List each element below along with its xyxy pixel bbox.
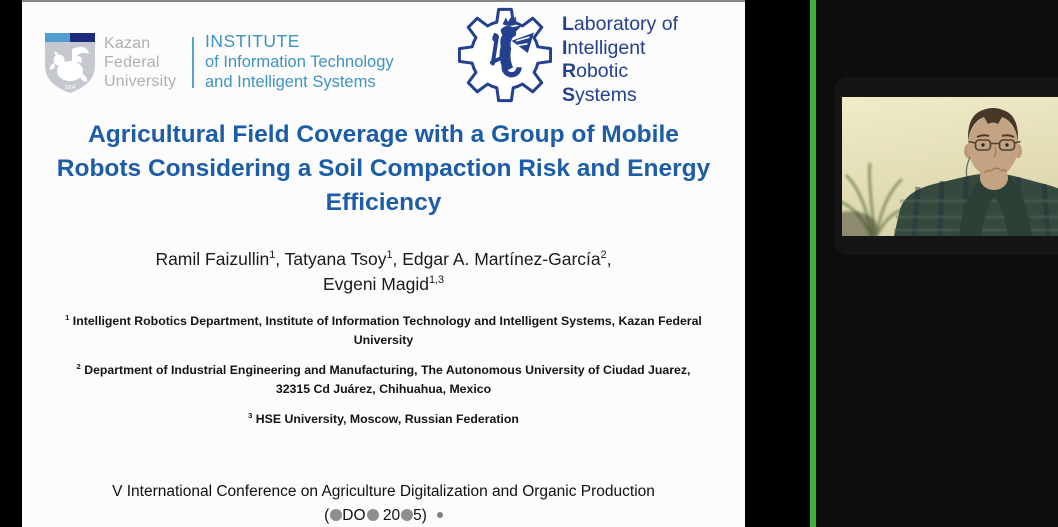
redaction-dot <box>437 512 443 518</box>
webcam-video <box>842 97 1058 236</box>
lirs-name: Laboratory of Intelligent Robotic Systems <box>562 13 678 106</box>
redaction-dot <box>330 509 342 521</box>
slide-title: Agricultural Field Coverage with a Group of Mobile Robots Considering a Soil Compaction Risk and Energy Efficiency <box>56 121 711 216</box>
affiliation-item: $^1$ Intelligent Robotics Department, Institute of Information Technology and Intelligent Systems, Kazan Federal University <box>65 312 702 347</box>
logo-divider <box>192 37 194 88</box>
affiliation-item: $^2$ Department of Industrial Engineering and Manufacturing, The Autonomous University of Ciudad Juarez, 32315 Cd Juárez, Chihuahua, Mexico <box>76 361 691 396</box>
authors-line-1: Ramil Faizullin$^1$, Tatyana Tsoy$^1$, Edgar A. Martínez-García$^2$, <box>155 249 612 269</box>
presenter-figure <box>842 97 1058 236</box>
kfu-founded-year: 1804 <box>64 85 76 91</box>
lirs-gear-dragon-icon <box>458 5 552 105</box>
affiliations-list <box>62 312 705 440</box>
authors <box>52 247 715 297</box>
institute-name: INSTITUTE of Information Technology and Intelligent Systems <box>205 31 394 91</box>
authors-line-2: Evgeni Magid$^{1,3}$ <box>322 274 445 294</box>
redaction-dot <box>401 509 413 521</box>
conference-name: V International Conference on Agriculture Digitalization and Organic Production <box>112 483 655 500</box>
redaction-dot <box>367 509 379 521</box>
affiliation-item: $^3$ HSE University, Moscow, Russian Federation <box>248 410 519 426</box>
conference-acronym: ( DO 20 5) <box>38 506 729 526</box>
screen-share-border <box>810 0 816 527</box>
shared-slide <box>22 0 745 527</box>
kfu-university-name: Kazan Federal University <box>104 35 177 90</box>
conference-footer <box>38 482 729 526</box>
participant-video-tile[interactable] <box>834 77 1058 255</box>
kfu-shield-icon <box>42 30 98 96</box>
